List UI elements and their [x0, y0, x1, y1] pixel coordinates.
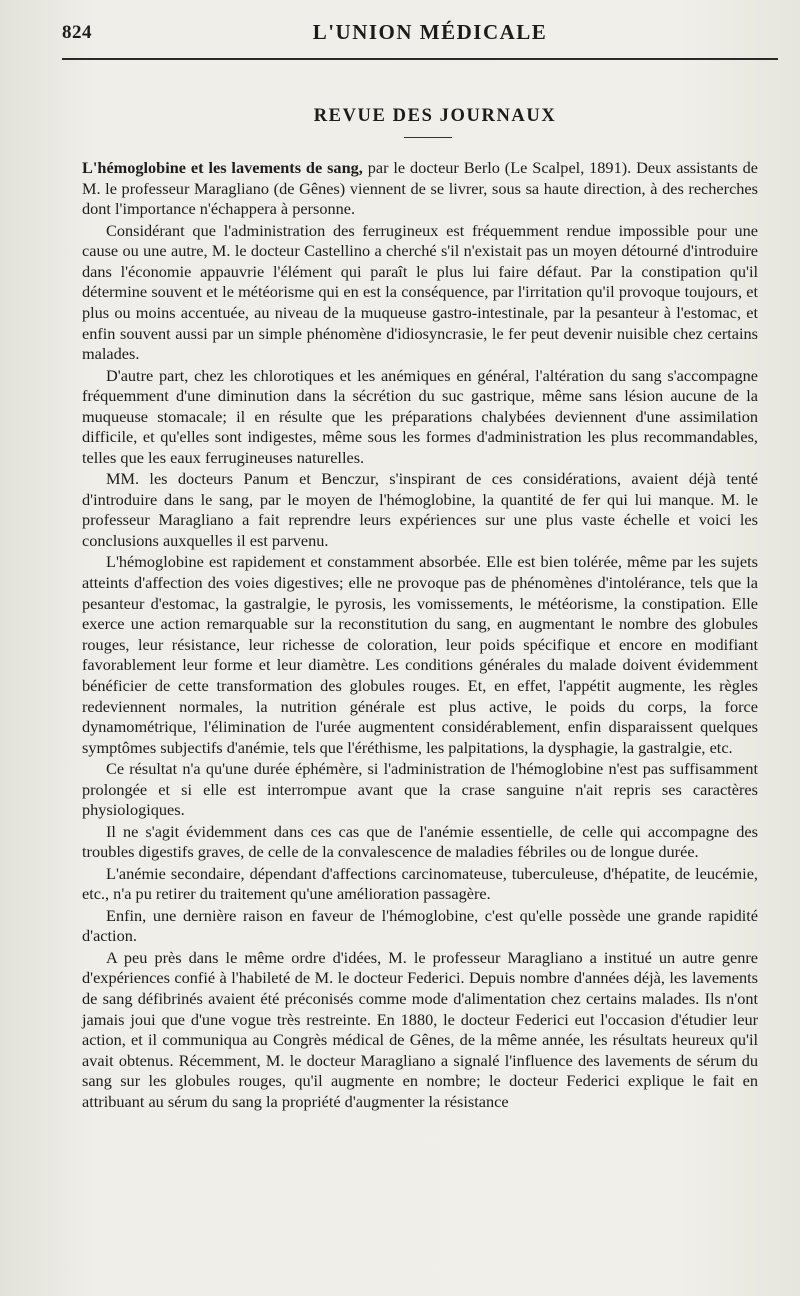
paragraph: L'anémie secondaire, dépendant d'affections carcinomateuse, tuberculeuse, d'hépatite, de leucémie, etc., n'a pu retirer du traitement qu'une amélioration passagère. — [82, 863, 758, 904]
journal-title: L'UNION MÉDICALE — [312, 20, 548, 44]
paragraph: D'autre part, chez les chlorotiques et les anémiques en général, l'altération du sang s'accompagne fréquemment d'une diminution dans la sécrétion du suc gastrique, même sans lésion aucune de la muqueuse stomacale; il en résulte que les préparations chalybées deviennent d'une assimilation difficile, et qu'elles sont indigestes, même sous les formes d'administration les plus recommandables, telles que les eaux ferrugineuses naturelles. — [82, 365, 758, 467]
paragraph: Il ne s'agit évidemment dans ces cas que de l'anémie essentielle, de celle qui accompagne des troubles digestifs graves, de celle de la convalescence de maladies fébriles ou de longue durée. — [82, 821, 758, 862]
paragraph: Enfin, une dernière raison en faveur de l'hémoglobine, c'est qu'elle possède une grande rapidité d'action. — [82, 905, 758, 946]
paragraph: L'hémoglobine est rapidement et constamment absorbée. Elle est bien tolérée, même par les sujets atteints d'affection des voies digestives; elle ne provoque pas de phénomènes d'intolérance, tels que la pesanteur d'estomac, la gastralgie, le pyrosis, les vomissements, le météorisme, la constipation. Elle exerce une action remarquable sur la reconstitution du sang, en augmentant le nombre des globules rouges, leur résistance, leur richesse de coloration, leur poids spécifique et encore en modifiant favorablement leur forme et leur diamètre. Les conditions générales du malade doivent évidemment bénéficier de cette transformation des globules rouges. Et, en effet, l'appétit augmente, les règles redeviennent normales, la nutrition générale est plus active, le poids du corps, la force dynamométrique, l'élimination de l'urée augmentent considérablement, enfin disparaissent quelques symptômes subjectifs d'anémie, tels que l'éréthisme, les palpitations, la dysphagie, la gastralgie, etc. — [82, 552, 758, 757]
article-lead-paragraph — [82, 158, 758, 220]
running-head — [62, 18, 758, 52]
header-rule — [62, 58, 778, 60]
section-divider — [404, 137, 452, 138]
paragraph: Considérant que l'administration des ferrugineux est fréquemment rendue impossible pour une cause ou une autre, M. le docteur Castellino a cherché s'il n'existait pas un moyen détourné d'introduire dans l'économie appauvrie l'élément qui paraît le plus lui faire défaut. Par la constipation qu'il détermine souvent et le météorisme qui en est la conséquence, par l'irritation qu'il provoque toujours, et plus ou moins accentuée, au niveau de la muqueuse gastro-intestinale, par la pesanteur à l'estomac, et enfin souvent aussi par un simple phénomène d'idiosyncrasie, le fer peut devenir nuisible chez certains malades. — [82, 220, 758, 364]
page-number: 824 — [62, 22, 92, 43]
article-body — [82, 158, 758, 1112]
paragraph: A peu près dans le même ordre d'idées, M. le professeur Maragliano a institué un autre genre d'expériences confié à l'habileté de M. le docteur Federici. Depuis nombre d'années déjà, les lavements de sang défibrinés avaient été préconisés comme mode d'alimentation chez certains malades. Ils n'ont jamais joui que d'une vogue très restreinte. En 1880, le docteur Federici eut l'occasion d'étudier leur action, et il communiqua au Congrès médical de Gênes, de la même année, les résultats heureux qu'il avait obtenus. Récemment, M. le docteur Maragliano a signalé l'influence des lavements de sérum du sang sur les globules rouges, qu'il augmente en nombre; le docteur Federici explique le fait en attribuant au sérum du sang la propriété d'augmenter la résistance — [82, 947, 758, 1111]
paragraph: MM. les docteurs Panum et Benczur, s'inspirant de ces considérations, avaient déjà tenté d'introduire dans le sang, par le moyen de l'hémoglobine, la quantité de fer qui lui manque. M. le professeur Maragliano a fait reprendre leurs expériences sur une plus vaste échelle et voici les conclusions auxquelles il est parvenu. — [82, 469, 758, 551]
article-intro: par le docteur Berlo (Le Scalpel, 1891). Deux assistants de M. le professeur Maragliano (de Gênes) viennent de se livrer, sous sa haute direction, à des recherches dont l'importance n'échappera à personne. — [82, 158, 758, 219]
paragraph: Ce résultat n'a qu'une durée éphémère, si l'administration de l'hémoglobine n'est pas suffisamment prolongée et si elle est interrompue avant que la crase sanguine n'ait repris ses caractères physiologiques. — [82, 759, 758, 820]
article-title: L'hémoglobine et les lavements de sang, — [82, 158, 363, 177]
section-title: REVUE DES JOURNAUX — [313, 106, 557, 126]
